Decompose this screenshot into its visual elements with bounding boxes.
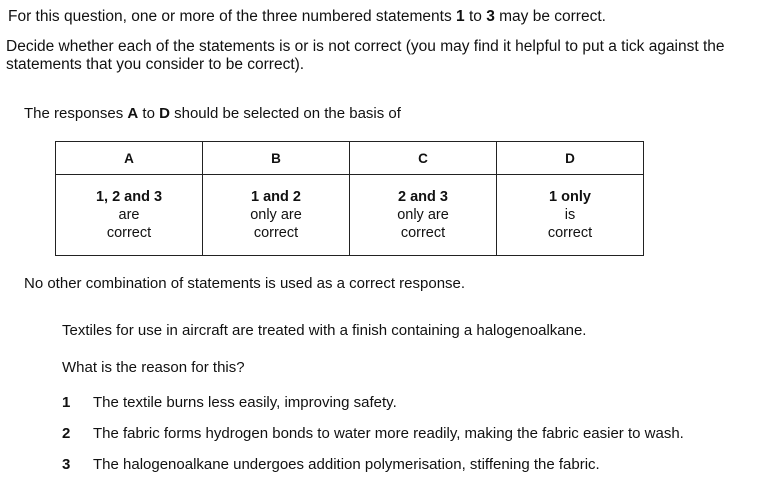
response-cell-c — [350, 175, 497, 256]
response-correct: correct — [106, 225, 152, 241]
response-header-d: D — [497, 142, 644, 175]
response-statements-text: 1 and 2 — [251, 189, 301, 205]
basis-text: should be selected on the basis of — [169, 105, 401, 122]
response-statements — [497, 188, 643, 206]
response-letter-end: D — [159, 105, 170, 122]
instruction-text: For this question, one or more of the three numbered statements — [8, 8, 457, 25]
instruction-line-2: Decide whether each of the statements is or is not correct (you may find it helpful to put a tick against the statements that you consider to be correct). — [6, 38, 725, 73]
response-cell-b — [203, 175, 350, 256]
statement-number: 1 — [62, 394, 71, 411]
response-correct: correct — [400, 225, 446, 241]
instruction-line-1 — [8, 8, 606, 26]
statement-1 — [62, 394, 397, 411]
instruction-text: to — [464, 8, 487, 25]
response-verb: are — [118, 207, 140, 223]
instruction-text: may be correct. — [494, 8, 606, 25]
basis-text: The responses — [24, 105, 128, 122]
response-statements: 1, 2 and 3 — [95, 189, 163, 205]
no-other-combination-note: No other combination of statements is used as a correct response. — [24, 275, 466, 292]
response-header-c: C — [350, 142, 497, 175]
responses-basis — [24, 105, 401, 122]
response-cell-d — [497, 175, 644, 256]
response-correct: correct — [253, 225, 299, 241]
response-statements — [350, 188, 496, 206]
response-header-b: B — [203, 142, 350, 175]
response-verb: only are — [250, 207, 302, 223]
response-statements-text: 2 and 3 — [398, 189, 448, 205]
response-letter-start: A — [127, 105, 139, 122]
response-cell-a — [56, 175, 203, 256]
response-body-row — [56, 175, 644, 256]
statement-2 — [62, 425, 684, 442]
statement-text: The halogenoalkane undergoes addition polymerisation, stiffening the fabric. — [93, 456, 600, 473]
statement-text: The fabric forms hydrogen bonds to water more readily, making the fabric easier to wash. — [93, 425, 684, 442]
statement-text: The textile burns less easily, improving safety. — [93, 394, 397, 411]
response-verb: only are — [397, 207, 449, 223]
response-statements-text: 1 only — [549, 189, 591, 205]
response-header-row — [56, 142, 644, 175]
response-correct: correct — [547, 225, 593, 241]
response-header-a: A — [56, 142, 203, 175]
statement-number-end: 3 — [486, 8, 495, 25]
response-verb: is — [564, 207, 576, 223]
statement-number: 2 — [62, 425, 71, 442]
statement-number: 3 — [62, 456, 71, 473]
statement-3 — [62, 456, 600, 473]
question-prompt: What is the reason for this? — [62, 359, 245, 376]
question-stem: Textiles for use in aircraft are treated with a finish containing a halogenoalkane. — [62, 322, 587, 339]
basis-text: to — [138, 105, 160, 122]
response-key-table — [55, 141, 644, 256]
response-statements — [203, 188, 349, 206]
statement-number-start: 1 — [456, 8, 465, 25]
